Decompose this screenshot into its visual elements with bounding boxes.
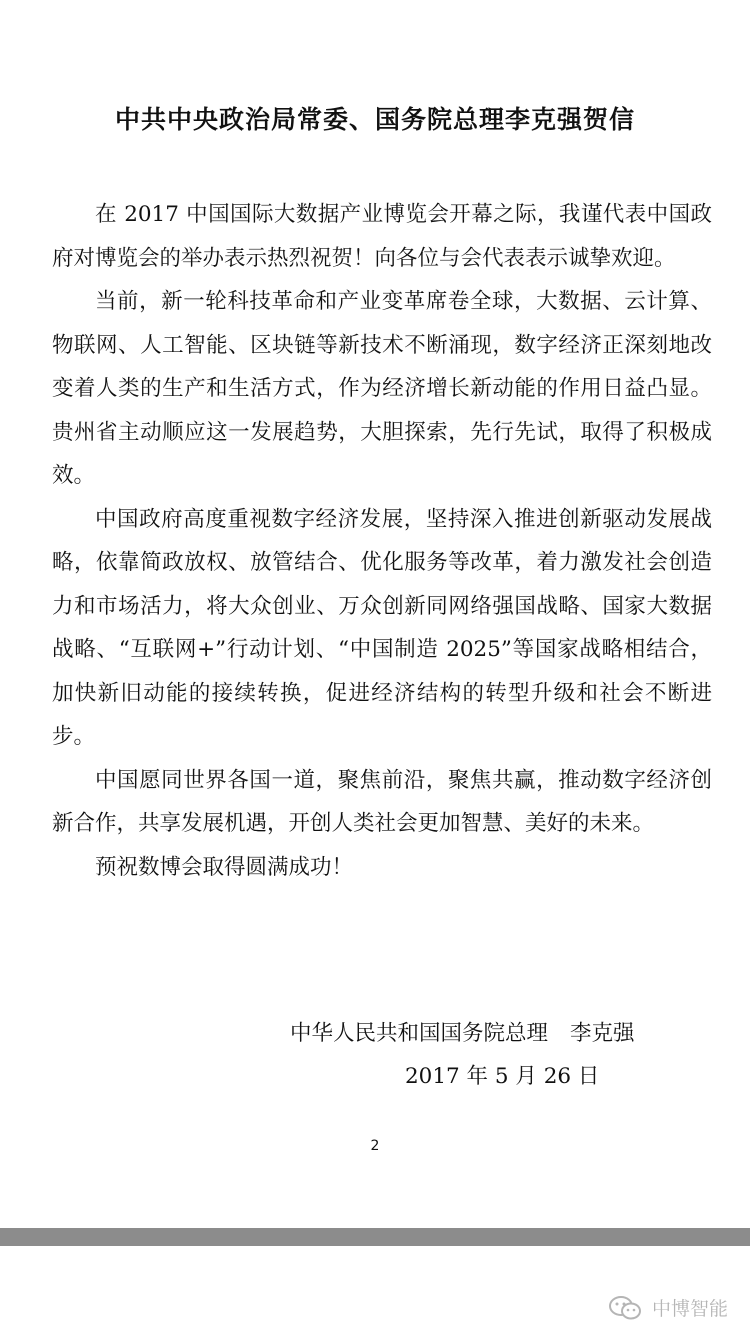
paragraph-2: 当前，新一轮科技革命和产业变革席卷全球，大数据、云计算、物联网、人工智能、区块链等新技术不断涌现，数字经济正深刻地改变着人类的生产和生活方式，作为经济增长新动能的作用日益凸显。贵州省主动顺应这一发展趋势，大胆探索，先行先试，取得了积极成效。 <box>52 289 712 488</box>
paragraph-1: 在 2017 中国国际大数据产业博览会开幕之际，我谨代表中国政府对博览会的举办表示热烈祝贺！向各位与会代表表示诚挚欢迎。 <box>52 202 712 271</box>
paragraph-5: 预祝数博会取得圆满成功！ <box>95 854 354 880</box>
signature-name: 李克强 <box>570 1021 635 1046</box>
signature-org: 中华人民共和国国务院总理 <box>290 1021 549 1046</box>
signature-date: 2017 年 5 月 26 日 <box>405 1064 600 1089</box>
paragraph-4: 中国愿同世界各国一道，聚焦前沿，聚焦共赢，推动数字经济创新合作，共享发展机遇，开创人类社会更加智慧、美好的未来。 <box>52 767 712 836</box>
letter-body <box>52 193 712 889</box>
signature-line <box>290 1012 720 1055</box>
letter-title: 中共中央政治局常委、国务院总理李克强贺信 <box>114 105 635 134</box>
watermark-text: 中博智能 <box>651 1298 728 1320</box>
footer <box>0 1246 750 1334</box>
page-number: 2 <box>370 1138 380 1154</box>
signature-block <box>290 1012 720 1098</box>
page-divider <box>0 1228 750 1246</box>
watermark <box>608 1294 728 1321</box>
wechat-icon <box>608 1295 642 1321</box>
paragraph-3: 中国政府高度重视数字经济发展，坚持深入推进创新驱动发展战略，依靠简政放权、放管结合、优化服务等改革，着力激发社会创造力和市场活力，将大众创业、万众创新同网络强国战略、国家大数据战略、“互联网+”行动计划、“中国制造 2025”等国家战略相结合，加快新旧动能的接续转换，促进经济结构的转型升级和社会不断进步。 <box>52 506 712 749</box>
